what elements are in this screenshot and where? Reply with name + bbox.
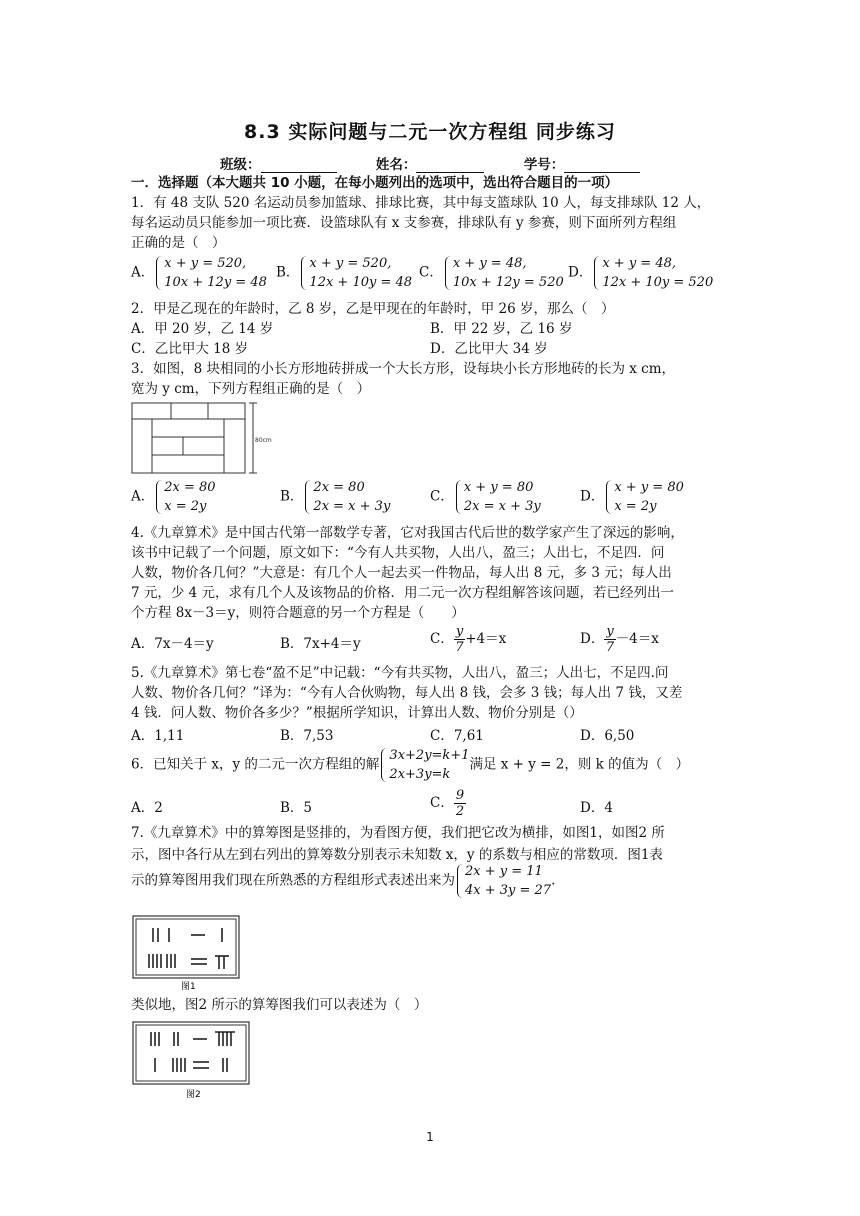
class-label: 班级： [220,157,261,173]
q3-option-b: B． 2x = 80 2x = x + 3y [280,480,391,514]
q6-option-d: D．4 [580,800,613,816]
q2-option-c: C．乙比甲大 18 岁 [131,341,249,357]
q4-line-1: 4.《九章算术》是中国古代第一部数学专著，它对我国古代后世的数学家产生了深远的影响， [131,525,684,541]
q4-line-5: 个方程 8x－3＝y，则符合题意的另一个方程是（ ） [131,605,465,621]
q3-option-a: A． 2x = 80 x = 2y [131,480,216,514]
q3-line-2: 宽为 y cm，下列方程组正确的是（ ） [131,381,371,397]
q1-line-2: 每名运动员只能参加一项比赛．设篮球队有 x 支参赛，排球队有 y 参赛，则下面所列方程组 [131,215,677,231]
q2-option-a: A．甲 20 岁，乙 14 岁 [131,321,274,337]
q5-line-3: 4 钱．问人数、物价各多少？”根据所学知识，计算出人数、物价分别是（） [131,705,583,721]
q7-line-3: 示的算筹图用我们现在所熟悉的方程组形式表述出来为 2x + y = 11 4x + 3y = 27 . [131,864,556,898]
q4-option-b: B．7x+4＝y [280,636,361,652]
q4-line-3: 人数，物价各几何？”大意是：有几个人一起去买一件物品，每人出 8 元，多 3 元；每人出 [131,565,672,581]
q7-line-2: 示，图中各行从左到右列出的算筹数分别表示未知数 x，y 的系数与相应的常数项．图1表 [131,847,663,863]
counting-rod-figure-1 [131,914,243,992]
q7-line-1: 7.《九章算术》中的算筹图是竖排的，为看图方便，我们把它改为横排，如图1，如图2 所 [131,825,665,841]
q4-line-4: 7 元，少 4 元，求有几个人及该物品的价格．用二元一次方程组解答该问题，若已经列出一 [131,585,675,601]
q1-option-d: D． x + y = 48, 12x + 10y = 520 [568,256,714,290]
tile-figure-label: 80cm [255,437,272,444]
q3-option-c: C． x + y = 80 2x = x + 3y [430,480,541,514]
q3-line-1: 3．如图，8 块相同的小长方形地砖拼成一个大长方形，设每块小长方形地砖的长为 x cm， [131,361,676,377]
q7-similar-line: 类似地，图2 所示的算筹图我们可以表述为（ ） [131,997,428,1013]
page-title: 8.3 实际问题与二元一次方程组 同步练习 [244,121,616,143]
counting-rod-figure-2 [131,1020,253,1102]
name-label: 姓名： [375,157,417,173]
q1-line-1: 1．有 48 支队 520 名运动员参加篮球、排球比赛，其中每支篮球队 10 人，每支排球队 12 人， [131,195,711,211]
q1-option-a: A． x + y = 520, 10x + 12y = 48 [131,256,267,290]
q3-option-d: D． x + y = 80 x = 2y [580,480,684,514]
q4-line-2: 该书中记载了一个问题，原文如下：“今有人共买物，人出八，盈三；人出七，不足四．问 [131,545,665,561]
q5-option-d: D．6,50 [580,728,635,744]
page-number: 1 [426,1130,434,1144]
q5-option-a: A．1,11 [131,728,185,744]
q4-option-d: D． $\frac{y}{7}$ －4＝x [580,624,659,655]
figure-1-caption: 图1 [181,982,196,992]
figure-2-caption: 图2 [186,1090,201,1100]
q6-option-b: B．5 [280,800,313,816]
section-heading: 一．选择题（本大题共 10 小题，在每小题列出的选项中，选出符合题目的一项） [131,175,619,191]
q1-option-c: C． x + y = 48, 10x + 12y = 520 [419,256,564,290]
id-blank [564,158,640,173]
q6-option-c: C． $\frac{9}{2}$ [430,788,465,819]
q2-option-d: D．乙比甲大 34 岁 [430,341,548,357]
q4-option-c: C． $\frac{y}{7}$ +4＝x [430,624,507,655]
q5-option-c: C．7,61 [430,728,484,744]
name-blank [416,158,484,173]
q1-line-3: 正确的是（ ） [131,235,226,251]
q2-option-b: B．甲 22 岁，乙 16 岁 [430,321,573,337]
tile-figure [131,402,272,476]
q2-line: 2．甲是乙现在的年龄时，乙 8 岁，乙是甲现在的年龄时，甲 26 岁，那么（ ） [131,301,615,317]
q6-option-a: A．2 [131,800,163,816]
q5-line-2: 人数、物价各几何？”译为：“今有人合伙购物，每人出 8 钱，会多 3 钱；每人出 7 钱，又差 [131,685,683,701]
q5-option-b: B．7,53 [280,728,334,744]
student-info [220,153,640,173]
q4-option-a: A．7x－4＝y [131,636,214,652]
q6-line: 6．已知关于 x，y 的二元一次方程组的解 3x+2y=k+1 2x+3y=k 满足 x + y = 2，则 k 的值为（ ） [131,748,690,782]
class-blank [261,158,337,173]
id-label: 学号： [523,157,565,173]
q5-line-1: 5.《九章算术》第七卷“盈不足”中记载：“今有共买物，人出八，盈三；人出七，不足四.问 [131,665,669,681]
q1-option-b: B． x + y = 520, 12x + 10y = 48 [276,256,413,290]
